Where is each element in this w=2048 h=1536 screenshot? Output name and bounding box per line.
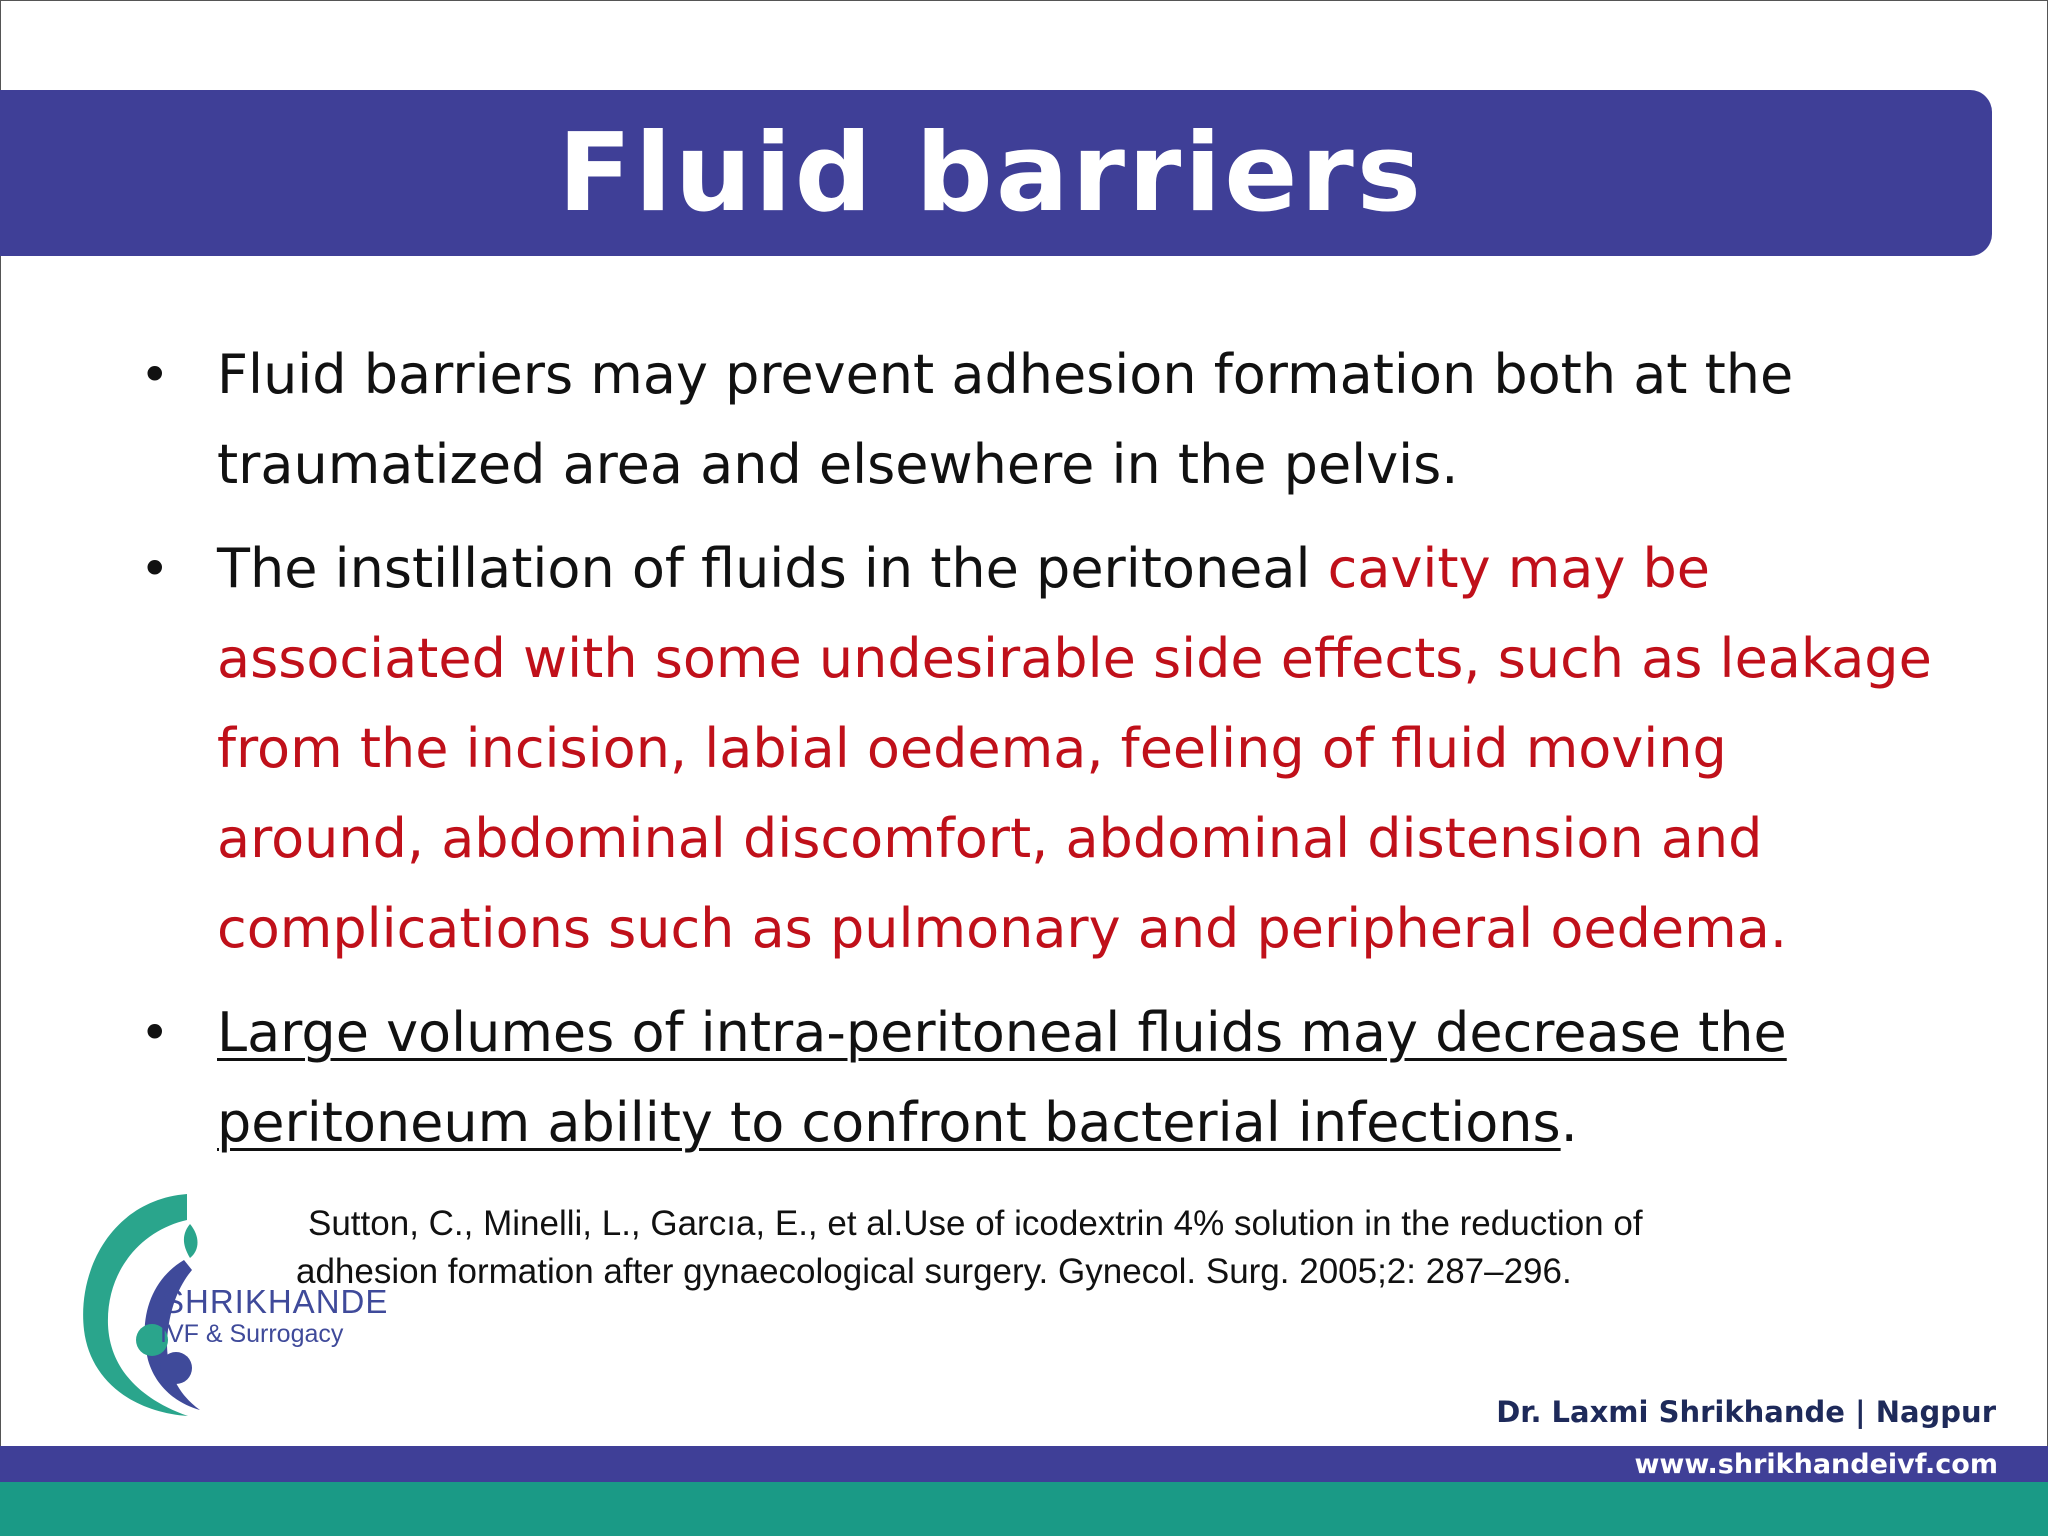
slide-title: Fluid barriers bbox=[557, 110, 1425, 236]
bullet-item-3 bbox=[140, 988, 1940, 1168]
bullet-item-1 bbox=[140, 330, 1940, 510]
citation-line-2: adhesion formation after gynaecological surgery. Gynecol. Surg. 2005;2: 287–296. bbox=[296, 1252, 1572, 1291]
title-bar bbox=[0, 90, 1992, 256]
citation-line-1: Sutton, C., Minelli, L., Garcıa, E., et al.Use of icodextrin 4% solution in the reduction of bbox=[308, 1204, 1643, 1243]
doctor-credit: Dr. Laxmi Shrikhande | Nagpur bbox=[1496, 1395, 1996, 1429]
bullet-text-3-end: . bbox=[1560, 1091, 1578, 1154]
bullet-text-2-red: cavity may be associated with some undesirable side effects, such as leakage from the incision, labial oedema, feeling of fluid moving around, abdominal discomfort, abdominal distension and complications such as pulmonary and peripheral oedema. bbox=[217, 537, 1932, 960]
bullet-text-2-black: The instillation of fluids in the peritoneal bbox=[217, 537, 1328, 600]
footer-green-band bbox=[0, 1482, 2048, 1536]
website-url: www.shrikhandeivf.com bbox=[1634, 1449, 1998, 1480]
bullet-icon: • bbox=[140, 1004, 170, 1062]
logo-subtitle: IVF & Surrogacy bbox=[160, 1320, 344, 1348]
bullet-icon: • bbox=[140, 540, 170, 598]
logo-name: SHRIKHANDE bbox=[162, 1283, 389, 1320]
bullet-item-2 bbox=[140, 524, 1940, 974]
bullet-icon: • bbox=[140, 346, 170, 404]
citation bbox=[296, 1200, 1916, 1296]
bullet-list bbox=[140, 330, 1940, 1168]
bullet-text-3-underlined: Large volumes of intra-peritoneal fluids may decrease the peritoneum ability to confront bacterial infections bbox=[217, 1001, 1787, 1154]
bullet-text-1: Fluid barriers may prevent adhesion formation both at the traumatized area and elsewhere in the pelvis. bbox=[217, 343, 1794, 496]
